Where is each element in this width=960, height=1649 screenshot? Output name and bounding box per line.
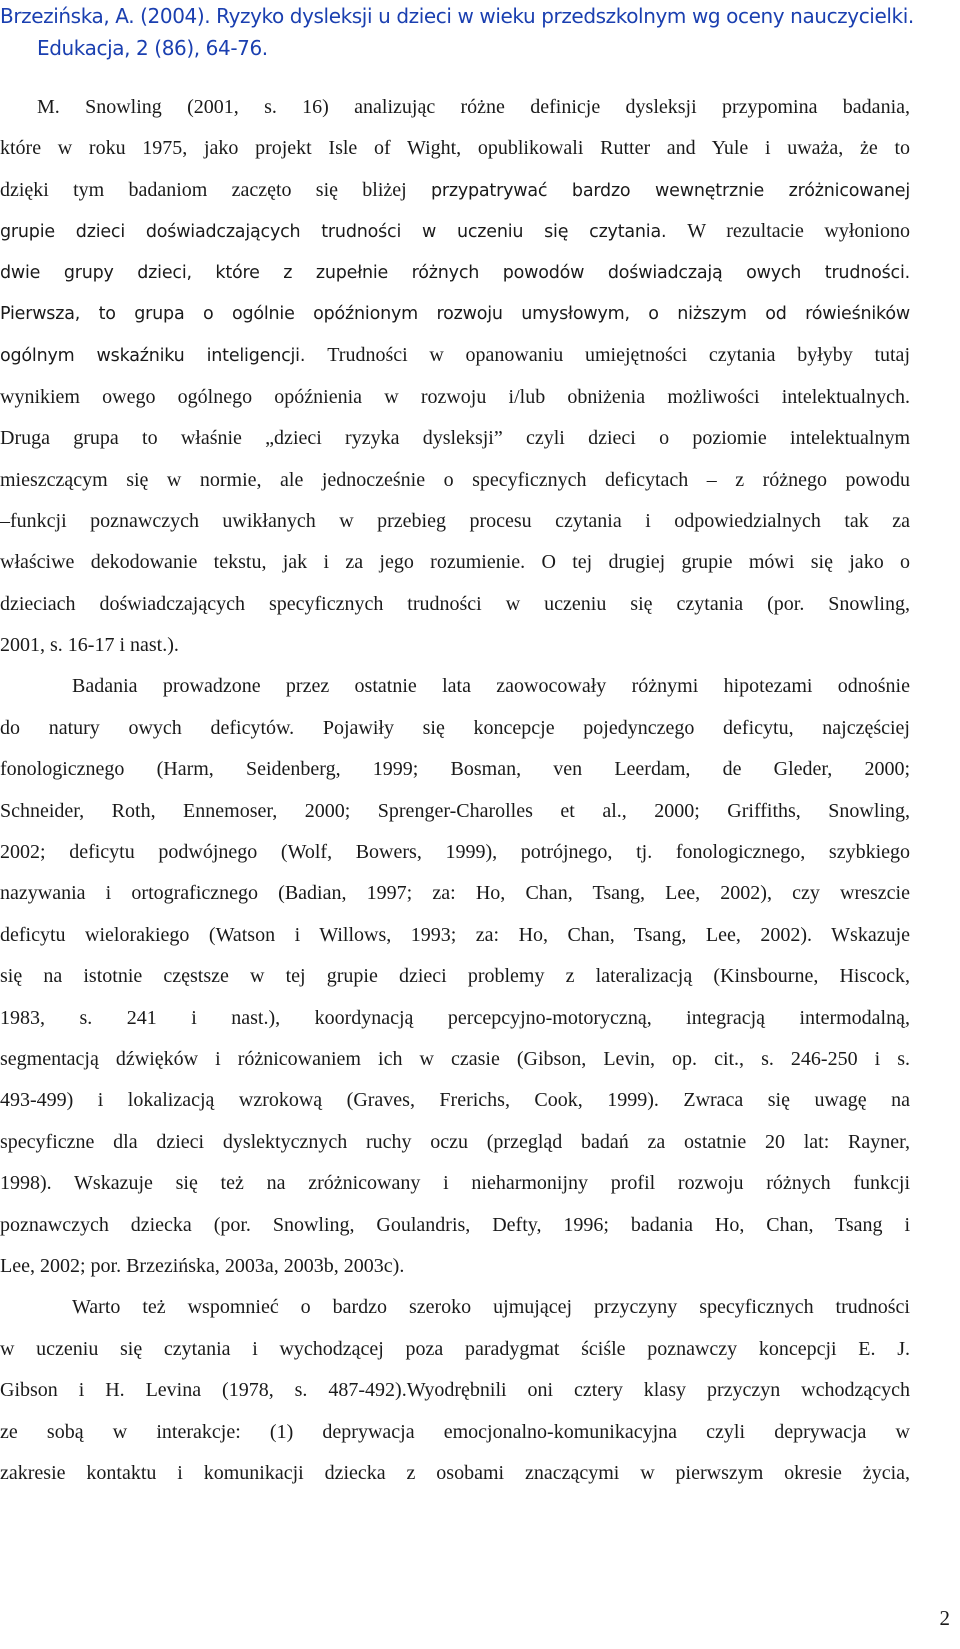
text-run: przypatrywać bardzo wewnętrznie zróżnicowanej (430, 180, 910, 201)
text-line: 1998). Wskazuje się też na zróżnicowany i nieharmonijny profil rozwoju różnych funkcji (0, 1172, 910, 1195)
text-line: Warto też wspomnieć o bardzo szeroko ujmującej przyczyny specyficznych trudności (72, 1296, 910, 1319)
text-line: Gibson i H. Levina (1978, s. 487-492).Wyodrębnili oni cztery klasy przyczyn wchodzących (0, 1379, 910, 1402)
text-run: Trudności w opanowaniu umiejętności czytania byłyby tutaj (327, 344, 910, 367)
text-line: deficytu wielorakiego (Watson i Willows, 1993; za: Ho, Chan, Tsang, Lee, 2002). Wskazuje (0, 923, 910, 946)
text-line: 2001, s. 16-17 i nast.). (0, 634, 179, 657)
citation-line-1: Brzezińska, A. (2004). Ryzyko dysleksji u dzieci w wieku przedszkolnym wg oceny nauczycielki. (0, 4, 914, 28)
text-line: się na istotnie częstsze w tej grupie dzieci problemy z lateralizacją (Kinsbourne, Hiscock, (0, 965, 910, 988)
text-line: –funkcji poznawczych uwikłanych w przebieg procesu czytania i odpowiedzialnych tak za (0, 509, 910, 532)
text-line: 2002; deficytu podwójnego (Wolf, Bowers, 1999), potrójnego, tj. fonologicznego, szybkiego (0, 841, 910, 864)
citation-header (0, 0, 930, 64)
text-line: właściwe dekodowanie tekstu, jak i za jego rozumienie. O tej drugiej grupie mówi się jako o (0, 551, 910, 574)
text-line: wynikiem owego ogólnego opóźnienia w rozwoju i/lub obniżenia możliwości intelektualnych. (0, 385, 910, 408)
text-line: do natury owych deficytów. Pojawiły się koncepcje pojedynczego deficytu, najczęściej (0, 716, 910, 739)
text-line: zakresie kontaktu i komunikacji dziecka z osobami znaczącymi w pierwszym okresie życia, (0, 1461, 910, 1484)
text-line (0, 170, 910, 211)
text-line: dzieciach doświadczających specyficznych trudności w uczeniu się czytania (por. Snowling, (0, 592, 910, 615)
text-line: segmentacją dźwięków i różnicowaniem ich w czasie (Gibson, Levin, op. cit., s. 246-250 i s. (0, 1047, 910, 1070)
text-line: w uczeniu się czytania i wychodzącej poza paradygmat ściśle poznawczy koncepcji E. J. (0, 1337, 910, 1360)
body-text (0, 87, 910, 1494)
text-line (0, 211, 910, 252)
citation-line-2: Edukacja, 2 (86), 64-76. (37, 36, 268, 60)
text-line (0, 335, 910, 376)
text-line: M. Snowling (2001, s. 16) analizując różne definicje dysleksji przypomina badania, (37, 96, 910, 118)
text-run: W rezultacie wyłoniono (687, 220, 910, 243)
text-line: poznawczych dziecka (por. Snowling, Goulandris, Defty, 1996; badania Ho, Chan, Tsang i (0, 1213, 910, 1236)
text-run: dzięki tym badaniom zaczęto się bliżej (0, 178, 431, 201)
text-line: Druga grupa to właśnie „dzieci ryzyka dysleksji” czyli dzieci o poziomie intelektualnym (0, 427, 910, 450)
text-line: 493-499) i lokalizacją wzrokową (Graves, Frerichs, Cook, 1999). Zwraca się uwagę na (0, 1089, 910, 1112)
text-line: fonologicznego (Harm, Seidenberg, 1999; Bosman, ven Leerdam, de Gleder, 2000; (0, 758, 910, 781)
text-run: ogólnym wskaźniku inteligencji. (0, 346, 328, 367)
text-run: grupie dzieci doświadczających trudności w uczeniu się czytania. (0, 222, 688, 243)
text-line: które w roku 1975, jako projekt Isle of Wight, opublikowali Rutter and Yule i uważa, że to (0, 137, 910, 160)
text-line: Schneider, Roth, Ennemoser, 2000; Sprenger-Charolles et al., 2000; Griffiths, Snowling, (0, 799, 910, 822)
text-line: mieszczącym się w normie, ale jednocześnie o specyficznych deficytach – z różnego powodu (0, 468, 910, 491)
text-line: Lee, 2002; por. Brzezińska, 2003a, 2003b, 2003c). (0, 1254, 405, 1277)
text-line: Pierwsza, to grupa o ogólnie opóźnionym rozwoju umysłowym, o niższym od rówieśników (0, 303, 910, 324)
text-line: dwie grupy dzieci, które z zupełnie różnych powodów doświadczają owych trudności. (0, 262, 910, 283)
text-line: 1983, s. 241 i nast.), koordynacją percepcyjno-motoryczną, integracją intermodalną, (0, 1006, 910, 1029)
page-number: 2 (939, 1606, 950, 1630)
text-line: Badania prowadzone przez ostatnie lata zaowocowały różnymi hipotezami odnośnie (72, 675, 910, 698)
text-line: ze sobą w interakcje: (1) deprywacja emocjonalno-komunikacyjna czyli deprywacja w (0, 1420, 910, 1443)
text-line: nazywania i ortograficznego (Badian, 1997; za: Ho, Chan, Tsang, Lee, 2002), czy wreszcie (0, 882, 910, 905)
text-line: specyficzne dla dzieci dyslektycznych ruchy oczu (przegląd badań za ostatnie 20 lat: Rayner, (0, 1130, 910, 1153)
